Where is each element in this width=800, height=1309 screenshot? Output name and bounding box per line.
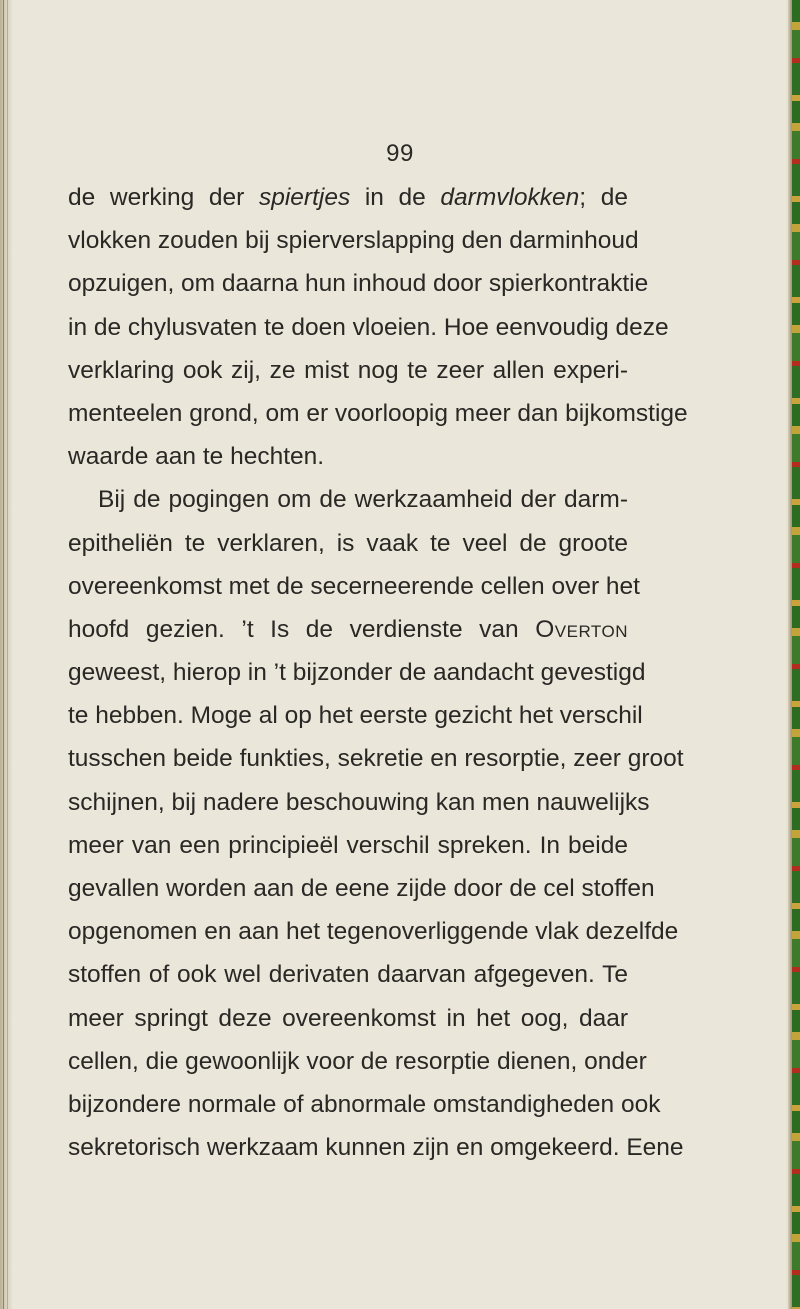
- text-segment: stoffen of ook wel derivaten daarvan afgegeven. Te: [68, 961, 628, 989]
- text-line: [68, 953, 628, 996]
- text-segment: opzuigen, om daarna hun inhoud door spierkontraktie: [68, 270, 649, 298]
- text-line: [68, 478, 628, 521]
- text-line: [68, 781, 650, 824]
- text-segment: in de chylusvaten te doen vloeien. Hoe eenvoudig deze: [68, 313, 669, 341]
- text-line: [68, 910, 679, 953]
- text-segment: hoofd gezien. ’t Is de verdienste van: [68, 615, 536, 643]
- text-segment: geweest, hierop in ’t bijzonder de aandacht gevestigd: [68, 659, 646, 687]
- text-line: [68, 1040, 647, 1083]
- text-line: [68, 651, 646, 694]
- text-segment: meer springt deze overeenkomst in het oog, daar: [68, 1004, 628, 1032]
- text-line: [68, 262, 649, 305]
- text-segment: te hebben. Moge al op het eerste gezicht het verschil: [68, 702, 643, 730]
- text-line: [68, 176, 628, 219]
- text-line: [68, 824, 628, 867]
- text-segment: vlokken zouden bij spierverslapping den darminhoud: [68, 227, 639, 255]
- text-line: [68, 737, 684, 780]
- text-segment: sekretorisch werkzaam kunnen zijn en omgekeerd. Eene: [68, 1134, 684, 1162]
- page-binding-edge: [0, 0, 12, 1309]
- italic-term: darmvlokken: [440, 184, 580, 211]
- text-segment: menteelen grond, om er voorloopig meer dan bijkomstige: [68, 399, 688, 427]
- text-segment: gevallen worden aan de eene zijde door de cel stoffen: [68, 875, 655, 902]
- text-segment: verklaring ook zij, ze mist nog te zeer allen experi-: [68, 356, 628, 384]
- text-segment: waarde aan te hechten.: [68, 443, 325, 471]
- text-line: [68, 435, 628, 478]
- text-line: [68, 349, 628, 392]
- text-segment: schijnen, bij nadere beschouwing kan men nauwelijks: [68, 788, 650, 816]
- cover-edge-strip: [792, 0, 800, 1309]
- page-number: 99: [386, 140, 414, 167]
- text-line: [68, 867, 655, 910]
- text-segment: cellen, die gewoonlijk voor de resorptie dienen, onder: [68, 1047, 647, 1075]
- text-line: [68, 1126, 684, 1169]
- binding-line: [3, 0, 4, 1309]
- text-segment: meer van een principieël verschil spreken. In beide: [68, 831, 628, 859]
- next-page-edge: [786, 0, 800, 1309]
- text-line: [68, 565, 640, 608]
- text-segment: epitheliën te verklaren, is vaak te veel de groote: [68, 529, 628, 557]
- author-name: Overton: [535, 615, 628, 643]
- text-segment: bijzondere normale of abnormale omstandigheden ook: [68, 1090, 661, 1118]
- text-line: [68, 694, 643, 737]
- text-line: [68, 522, 628, 565]
- text-line: [68, 392, 688, 435]
- binding-line: [7, 0, 8, 1309]
- italic-term: spiertjes: [258, 184, 351, 211]
- text-segment: de werking der: [68, 184, 259, 211]
- text-line: [68, 219, 639, 262]
- text-segment: overeenkomst met de secerneerende cellen over het: [68, 572, 640, 600]
- body-text: [68, 176, 688, 1169]
- text-segment: in de: [350, 184, 441, 211]
- text-line: [68, 306, 669, 349]
- text-line: [68, 608, 628, 651]
- text-segment: Bij de pogingen om de werkzaamheid der darm-: [98, 486, 628, 514]
- text-line: [68, 997, 628, 1040]
- text-segment: ; de: [579, 184, 628, 211]
- text-segment: tusschen beide funkties, sekretie en resorptie, zeer groot: [68, 745, 684, 773]
- text-line: [68, 1083, 661, 1126]
- text-segment: opgenomen en aan het tegenoverliggende vlak dezelfde: [68, 918, 679, 946]
